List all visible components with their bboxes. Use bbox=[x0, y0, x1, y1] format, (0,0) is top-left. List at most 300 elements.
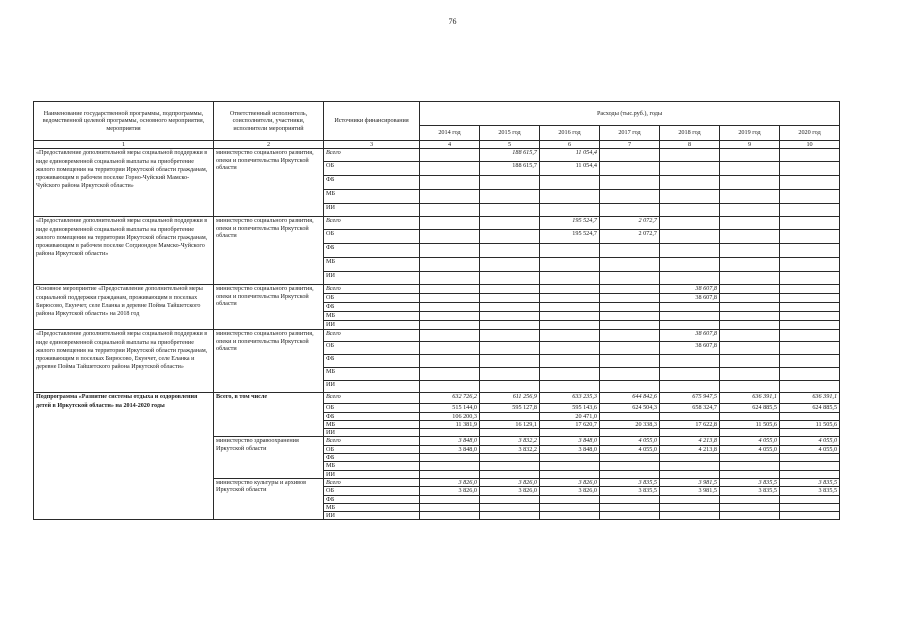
column-number: 4 bbox=[420, 141, 480, 149]
header-year: 2016 год bbox=[540, 126, 600, 141]
expense-value bbox=[780, 512, 840, 520]
expense-value bbox=[480, 272, 540, 285]
expense-value bbox=[780, 495, 840, 503]
expense-value bbox=[480, 412, 540, 420]
responsible-executor: министерство социального развития, опеки и попечительства Иркутской области bbox=[214, 285, 324, 330]
expense-value: 20 338,3 bbox=[600, 420, 660, 428]
expense-value bbox=[720, 303, 780, 312]
expense-value bbox=[540, 512, 600, 520]
expense-value bbox=[480, 285, 540, 294]
expense-value bbox=[780, 258, 840, 272]
expense-value bbox=[420, 321, 480, 330]
expense-value bbox=[420, 368, 480, 381]
funding-source: МБ bbox=[324, 258, 420, 272]
expense-value bbox=[780, 429, 840, 437]
funding-source: ИИ bbox=[324, 512, 420, 520]
expense-value bbox=[660, 462, 720, 470]
expense-value bbox=[600, 190, 660, 204]
expense-value bbox=[480, 190, 540, 204]
expense-value: 624 885,5 bbox=[720, 404, 780, 412]
expense-value bbox=[420, 312, 480, 321]
funding-source: Всего bbox=[324, 330, 420, 342]
expense-value: 38 607,8 bbox=[660, 342, 720, 355]
subprogram-description: Подпрограмма «Развитие системы отдыха и оздоровления детей в Иркутской области» на 2014-2020 годы bbox=[34, 393, 214, 520]
funding-source: ОБ bbox=[324, 230, 420, 244]
expense-value: 4 055,0 bbox=[780, 445, 840, 453]
expense-value bbox=[660, 190, 720, 204]
expense-value bbox=[540, 503, 600, 511]
expense-value bbox=[780, 454, 840, 462]
expense-value bbox=[780, 272, 840, 285]
expense-value bbox=[480, 454, 540, 462]
expense-value: 3 835,5 bbox=[720, 478, 780, 486]
expense-value: 11 505,6 bbox=[780, 420, 840, 428]
expense-value: 11 054,4 bbox=[540, 149, 600, 162]
expense-value: 644 842,6 bbox=[600, 393, 660, 404]
expense-value bbox=[720, 462, 780, 470]
funding-source: МБ bbox=[324, 368, 420, 381]
expense-value: 633 235,3 bbox=[540, 393, 600, 404]
expense-value: 188 615,7 bbox=[480, 149, 540, 162]
column-number: 10 bbox=[780, 141, 840, 149]
expense-value bbox=[780, 355, 840, 368]
expense-value bbox=[600, 330, 660, 342]
expense-value bbox=[480, 470, 540, 478]
expense-value bbox=[480, 368, 540, 381]
expense-value: 17 620,7 bbox=[540, 420, 600, 428]
expense-value bbox=[420, 495, 480, 503]
expense-value bbox=[660, 217, 720, 230]
expense-value bbox=[720, 342, 780, 355]
expense-value bbox=[720, 204, 780, 217]
expense-value bbox=[600, 321, 660, 330]
expense-value bbox=[720, 495, 780, 503]
expense-value bbox=[600, 454, 660, 462]
budget-table bbox=[33, 101, 840, 520]
expense-value bbox=[720, 312, 780, 321]
expense-value: 515 144,0 bbox=[420, 404, 480, 412]
expense-value: 38 607,8 bbox=[660, 294, 720, 303]
expense-value bbox=[480, 462, 540, 470]
expense-value bbox=[720, 258, 780, 272]
expense-value bbox=[480, 355, 540, 368]
expense-value bbox=[660, 368, 720, 381]
expense-value bbox=[540, 462, 600, 470]
funding-source: ФБ bbox=[324, 303, 420, 312]
expense-value bbox=[540, 429, 600, 437]
column-number: 7 bbox=[600, 141, 660, 149]
expense-value: 195 524,7 bbox=[540, 230, 600, 244]
expense-value: 4 213,8 bbox=[660, 445, 720, 453]
header-year: 2014 год bbox=[420, 126, 480, 141]
expense-value bbox=[540, 272, 600, 285]
expense-value bbox=[780, 368, 840, 381]
expense-value bbox=[720, 454, 780, 462]
funding-source: ОБ bbox=[324, 445, 420, 453]
expense-value bbox=[420, 454, 480, 462]
expense-value bbox=[780, 470, 840, 478]
funding-source: ОБ bbox=[324, 487, 420, 495]
expense-value bbox=[660, 258, 720, 272]
header-year: 2017 год bbox=[600, 126, 660, 141]
header-responsible: Ответственный исполнитель, соисполнители, участники, исполнители мероприятий bbox=[214, 102, 324, 141]
expense-value bbox=[540, 312, 600, 321]
table-row bbox=[34, 217, 840, 230]
responsible-executor: министерство социального развития, опеки и попечительства Иркутской области bbox=[214, 149, 324, 217]
expense-value bbox=[600, 462, 660, 470]
expense-value bbox=[600, 381, 660, 393]
expense-value bbox=[780, 149, 840, 162]
expense-value bbox=[660, 244, 720, 258]
expense-value bbox=[540, 294, 600, 303]
expense-value bbox=[480, 258, 540, 272]
expense-value bbox=[420, 244, 480, 258]
funding-source: ИИ bbox=[324, 381, 420, 393]
expense-value bbox=[480, 512, 540, 520]
expense-value bbox=[540, 190, 600, 204]
expense-value bbox=[600, 303, 660, 312]
expense-value bbox=[600, 258, 660, 272]
expense-value bbox=[720, 294, 780, 303]
expense-value bbox=[420, 162, 480, 176]
expense-value: 4 055,0 bbox=[780, 437, 840, 445]
expense-value bbox=[780, 244, 840, 258]
table-row bbox=[34, 149, 840, 162]
expense-value bbox=[540, 495, 600, 503]
table-row bbox=[34, 330, 840, 342]
expense-value bbox=[600, 342, 660, 355]
funding-source: МБ bbox=[324, 503, 420, 511]
expense-value: 3 835,5 bbox=[600, 487, 660, 495]
expense-value bbox=[540, 321, 600, 330]
expense-value: 624 504,3 bbox=[600, 404, 660, 412]
expense-value bbox=[600, 512, 660, 520]
expense-value: 3 848,0 bbox=[540, 445, 600, 453]
expense-value bbox=[780, 204, 840, 217]
expense-value bbox=[540, 368, 600, 381]
expense-value bbox=[420, 190, 480, 204]
expense-value bbox=[720, 176, 780, 190]
expense-value bbox=[480, 429, 540, 437]
expense-value: 3 826,0 bbox=[540, 478, 600, 486]
expense-value bbox=[420, 285, 480, 294]
expense-value: 3 832,2 bbox=[480, 445, 540, 453]
expense-value bbox=[420, 258, 480, 272]
expense-value bbox=[420, 272, 480, 285]
expense-value bbox=[720, 285, 780, 294]
expense-value: 188 615,7 bbox=[480, 162, 540, 176]
expense-value bbox=[720, 381, 780, 393]
funding-source: ОБ bbox=[324, 342, 420, 355]
expense-value bbox=[780, 285, 840, 294]
expense-value bbox=[420, 355, 480, 368]
expense-value bbox=[420, 303, 480, 312]
expense-value bbox=[780, 294, 840, 303]
funding-source: ФБ bbox=[324, 176, 420, 190]
expense-value bbox=[660, 272, 720, 285]
expense-value bbox=[600, 204, 660, 217]
funding-source: ИИ bbox=[324, 204, 420, 217]
expense-value bbox=[480, 321, 540, 330]
expense-value bbox=[600, 355, 660, 368]
expense-value bbox=[540, 176, 600, 190]
responsible-executor: министерство здравоохранения Иркутской области bbox=[214, 437, 324, 478]
funding-source: Всего bbox=[324, 393, 420, 404]
expense-value bbox=[540, 258, 600, 272]
expense-value: 3 981,5 bbox=[660, 487, 720, 495]
expense-value bbox=[600, 272, 660, 285]
expense-value: 675 947,5 bbox=[660, 393, 720, 404]
funding-source: ИИ bbox=[324, 272, 420, 285]
expense-value: 195 524,7 bbox=[540, 217, 600, 230]
expense-value bbox=[660, 321, 720, 330]
expense-value: 595 127,8 bbox=[480, 404, 540, 412]
expense-value bbox=[660, 412, 720, 420]
expense-value: 3 826,0 bbox=[420, 478, 480, 486]
expense-value bbox=[660, 512, 720, 520]
expense-value bbox=[720, 190, 780, 204]
expense-value: 4 055,0 bbox=[600, 437, 660, 445]
expense-value: 611 256,9 bbox=[480, 393, 540, 404]
expense-value bbox=[540, 470, 600, 478]
expense-value bbox=[480, 503, 540, 511]
expense-value bbox=[720, 470, 780, 478]
expense-value bbox=[660, 470, 720, 478]
expense-value: 2 072,7 bbox=[600, 230, 660, 244]
expense-value bbox=[600, 294, 660, 303]
expense-value bbox=[540, 330, 600, 342]
expense-value bbox=[420, 512, 480, 520]
expense-value bbox=[780, 412, 840, 420]
expense-value: 3 832,2 bbox=[480, 437, 540, 445]
expense-value bbox=[480, 312, 540, 321]
funding-source: ИИ bbox=[324, 321, 420, 330]
expense-value bbox=[420, 429, 480, 437]
expense-value bbox=[780, 342, 840, 355]
expense-value bbox=[420, 204, 480, 217]
expense-value bbox=[780, 503, 840, 511]
expense-value bbox=[780, 312, 840, 321]
expense-value bbox=[480, 204, 540, 217]
expense-value bbox=[600, 368, 660, 381]
expense-value: 636 391,1 bbox=[720, 393, 780, 404]
expense-value bbox=[720, 321, 780, 330]
expense-value bbox=[780, 162, 840, 176]
funding-source: МБ bbox=[324, 420, 420, 428]
expense-value bbox=[480, 342, 540, 355]
expense-value bbox=[660, 503, 720, 511]
expense-value: 11 381,9 bbox=[420, 420, 480, 428]
expense-value: 636 391,1 bbox=[780, 393, 840, 404]
expense-value bbox=[780, 321, 840, 330]
expense-value bbox=[720, 272, 780, 285]
expense-value bbox=[600, 244, 660, 258]
expense-value: 3 826,0 bbox=[540, 487, 600, 495]
funding-source: Всего bbox=[324, 285, 420, 294]
expense-value bbox=[720, 330, 780, 342]
expense-value bbox=[780, 217, 840, 230]
expense-value: 38 607,8 bbox=[660, 285, 720, 294]
expense-value bbox=[480, 217, 540, 230]
expense-value bbox=[420, 462, 480, 470]
expense-value: 4 213,8 bbox=[660, 437, 720, 445]
expense-value bbox=[420, 230, 480, 244]
expense-value bbox=[480, 495, 540, 503]
column-number: 6 bbox=[540, 141, 600, 149]
expense-value bbox=[780, 462, 840, 470]
expense-value bbox=[660, 381, 720, 393]
expense-value bbox=[660, 230, 720, 244]
expense-value bbox=[660, 355, 720, 368]
expense-value bbox=[780, 190, 840, 204]
funding-source: Всего bbox=[324, 217, 420, 230]
expense-value bbox=[480, 230, 540, 244]
funding-source: ОБ bbox=[324, 294, 420, 303]
header-year: 2018 год bbox=[660, 126, 720, 141]
responsible-executor: министерство культуры и архивов Иркутской области bbox=[214, 478, 324, 519]
funding-source: Всего bbox=[324, 149, 420, 162]
expense-value bbox=[720, 162, 780, 176]
funding-source: ИИ bbox=[324, 429, 420, 437]
table-row bbox=[34, 285, 840, 294]
responsible-executor: министерство социального развития, опеки и попечительства Иркутской области bbox=[214, 330, 324, 393]
expense-value bbox=[600, 149, 660, 162]
header-year: 2019 год bbox=[720, 126, 780, 141]
expense-value bbox=[720, 368, 780, 381]
expense-value bbox=[720, 230, 780, 244]
expense-value bbox=[420, 342, 480, 355]
expense-value bbox=[660, 429, 720, 437]
expense-value: 624 885,5 bbox=[780, 404, 840, 412]
expense-value bbox=[480, 381, 540, 393]
expense-value: 4 055,0 bbox=[720, 437, 780, 445]
expense-value bbox=[540, 381, 600, 393]
expense-value bbox=[540, 454, 600, 462]
funding-source: ФБ bbox=[324, 454, 420, 462]
expense-value bbox=[600, 412, 660, 420]
expense-value bbox=[660, 176, 720, 190]
expense-value bbox=[780, 330, 840, 342]
expense-value bbox=[660, 162, 720, 176]
header-year: 2020 год bbox=[780, 126, 840, 141]
column-number: 1 bbox=[34, 141, 214, 149]
expense-value bbox=[420, 470, 480, 478]
expense-value bbox=[600, 312, 660, 321]
expense-value: 4 055,0 bbox=[600, 445, 660, 453]
column-number: 5 bbox=[480, 141, 540, 149]
expense-value bbox=[420, 503, 480, 511]
column-number: 3 bbox=[324, 141, 420, 149]
expense-value bbox=[720, 355, 780, 368]
expense-value bbox=[660, 312, 720, 321]
expense-value: 3 835,5 bbox=[780, 478, 840, 486]
expense-value bbox=[480, 294, 540, 303]
expense-value bbox=[720, 217, 780, 230]
measure-description: «Предоставление дополнительной меры социальной поддержки в виде единовременной социальной выплаты на приобретение жилого помещения на территории Иркутской области гражданам, проживающим в рабочем поселке Горно-Чуйский Мамско-Чуйского района Иркутской области» bbox=[34, 149, 214, 217]
funding-source: Всего bbox=[324, 478, 420, 486]
expense-value bbox=[540, 303, 600, 312]
expense-value: 3 848,0 bbox=[540, 437, 600, 445]
expense-value bbox=[780, 230, 840, 244]
funding-source: ФБ bbox=[324, 355, 420, 368]
expense-value bbox=[420, 176, 480, 190]
funding-source: ФБ bbox=[324, 412, 420, 420]
expense-value bbox=[660, 303, 720, 312]
funding-source: ОБ bbox=[324, 404, 420, 412]
expense-value bbox=[420, 294, 480, 303]
header-funding-source: Источники финансирования bbox=[324, 102, 420, 141]
expense-value: 20 471,0 bbox=[540, 412, 600, 420]
expense-value bbox=[660, 495, 720, 503]
expense-value bbox=[480, 330, 540, 342]
column-numbers-row bbox=[34, 141, 840, 149]
expense-value: 3 835,5 bbox=[780, 487, 840, 495]
funding-source: ОБ bbox=[324, 162, 420, 176]
funding-source: ФБ bbox=[324, 495, 420, 503]
expense-value bbox=[720, 149, 780, 162]
header-expenses: Расходы (тыс.руб.), годы bbox=[420, 102, 840, 126]
expense-value bbox=[600, 176, 660, 190]
expense-value bbox=[420, 217, 480, 230]
expense-value bbox=[600, 285, 660, 294]
expense-value bbox=[660, 204, 720, 217]
expense-value bbox=[780, 303, 840, 312]
header-year: 2015 год bbox=[480, 126, 540, 141]
expense-value bbox=[600, 495, 660, 503]
expense-value: 632 726,2 bbox=[420, 393, 480, 404]
expense-value bbox=[720, 412, 780, 420]
expense-value: 3 826,0 bbox=[420, 487, 480, 495]
expense-value bbox=[780, 176, 840, 190]
expense-value bbox=[600, 162, 660, 176]
expense-value bbox=[480, 176, 540, 190]
expense-value bbox=[420, 330, 480, 342]
measure-description: «Предоставление дополнительной меры социальной поддержки в виде единовременной социальной выплаты на приобретение жилого помещения на территории Иркутской области гражданам, проживающим в поселках Бирюсово, Екунчет, селе Еланка и деревне Пойма Тайшетского района Иркутской области» bbox=[34, 330, 214, 393]
funding-source: МБ bbox=[324, 462, 420, 470]
expense-value bbox=[540, 355, 600, 368]
expense-value bbox=[720, 503, 780, 511]
expense-value: 3 826,0 bbox=[480, 478, 540, 486]
expense-value: 595 143,6 bbox=[540, 404, 600, 412]
expense-value bbox=[660, 149, 720, 162]
expense-value bbox=[540, 204, 600, 217]
measure-description: «Предоставление дополнительной меры социальной поддержки в виде единовременной социальной выплаты на приобретение жилого помещения на территории Иркутской области гражданам, проживающим в рабочем поселке Согдиондон Мамско-Чуйского района Иркутской области» bbox=[34, 217, 214, 285]
expense-value bbox=[600, 503, 660, 511]
expense-value: 3 826,0 bbox=[480, 487, 540, 495]
table-row bbox=[34, 393, 840, 404]
expense-value bbox=[480, 303, 540, 312]
header-program-name: Наименование государственной программы, подпрограммы, ведомственной целевой программы, основного мероприятия, мероприятия bbox=[34, 102, 214, 141]
expense-value: 4 055,0 bbox=[720, 445, 780, 453]
funding-source: Всего bbox=[324, 437, 420, 445]
page-number: 76 bbox=[448, 17, 457, 26]
expense-value: 16 129,1 bbox=[480, 420, 540, 428]
expense-value bbox=[660, 454, 720, 462]
column-number: 9 bbox=[720, 141, 780, 149]
expense-value: 658 324,7 bbox=[660, 404, 720, 412]
expense-value: 2 072,7 bbox=[600, 217, 660, 230]
responsible-executor: Всего, в том числе bbox=[214, 393, 324, 437]
expense-value bbox=[720, 512, 780, 520]
funding-source: ИИ bbox=[324, 470, 420, 478]
column-number: 2 bbox=[214, 141, 324, 149]
expense-value bbox=[600, 429, 660, 437]
expense-value: 3 835,5 bbox=[600, 478, 660, 486]
expense-value: 3 981,5 bbox=[660, 478, 720, 486]
responsible-executor: министерство социального развития, опеки и попечительства Иркутской области bbox=[214, 217, 324, 285]
column-number: 8 bbox=[660, 141, 720, 149]
expense-value bbox=[540, 244, 600, 258]
